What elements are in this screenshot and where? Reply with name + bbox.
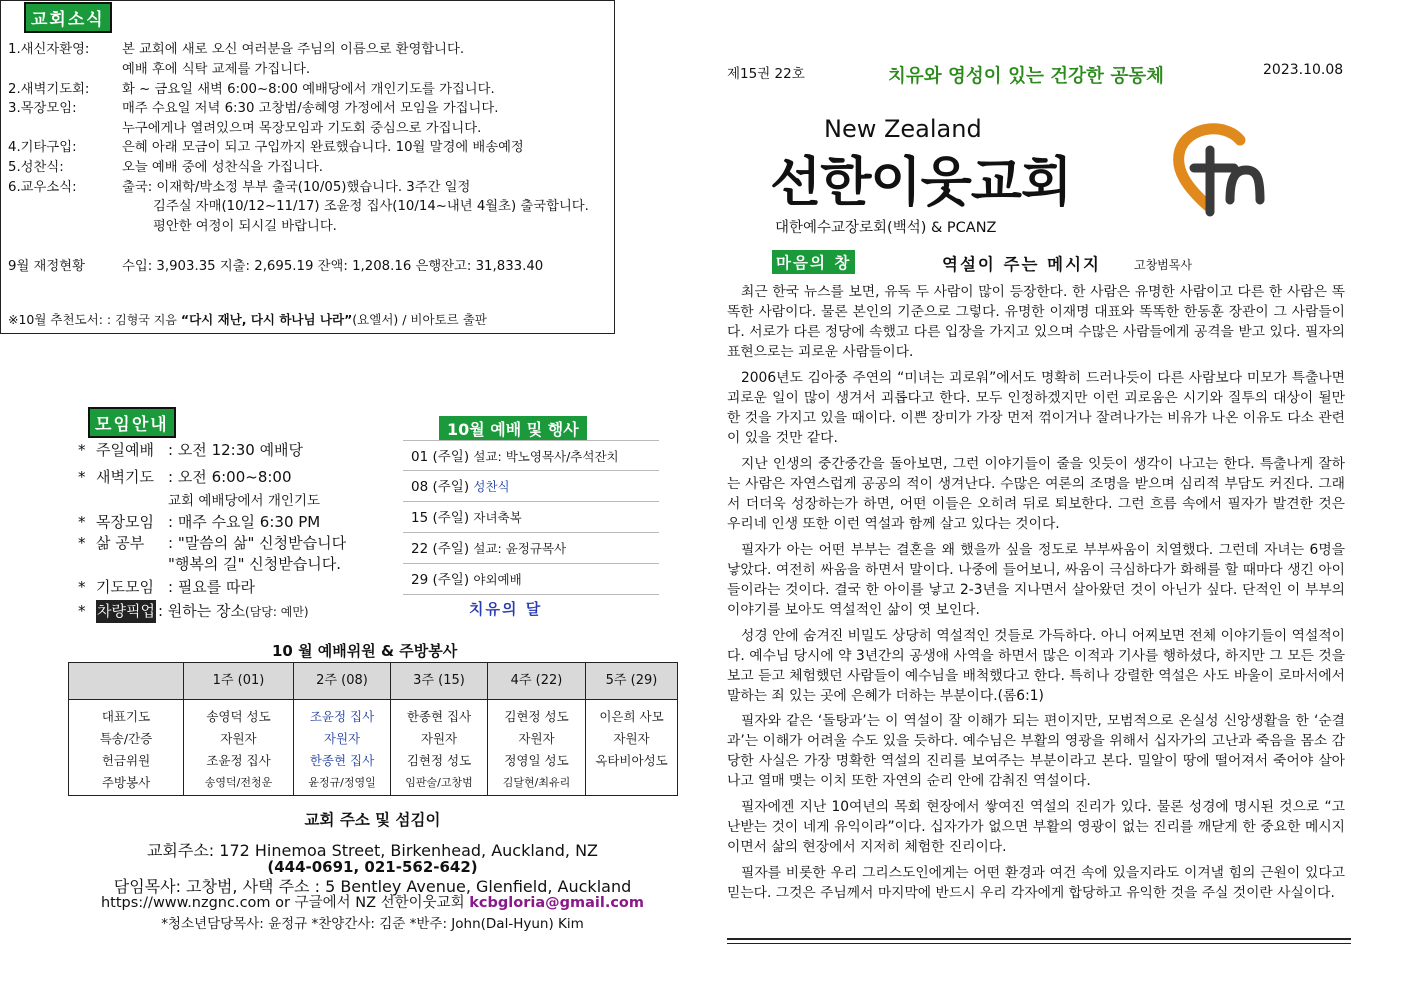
event-note: 설교: 박노영목사/추석잔치: [473, 449, 619, 464]
week-column: [183, 663, 293, 795]
news-item-text: 은혜 아래 모금이 되고 구입까지 완료했습니다. 10월 말경에 배송예정: [122, 140, 524, 155]
worship-cell: 송영덕/전청운: [204, 776, 273, 789]
book-author: 김형국 지음: [115, 313, 177, 327]
role-label: 특송/간증: [99, 731, 153, 746]
role-label: 주방봉사: [101, 775, 151, 790]
column-paragraph: 최근 한국 뉴스를 보면, 유독 두 사람이 많이 등장한다. 한 사람은 유명한 사람이고 다른 한 사람은 똑똑한 사람이다. 물론 본인의 기준으로 그렇다. 유명한 이재명 대표와 똑똑한 한동훈 장관이 그 사람들이다. 서로가 다른 정당에 속했고 다른 입장을 가지고 있으며 수많은 사람들에게 공격을 받고 있다. 필자의 표현으로는 괴로운 사람들이다.: [727, 284, 1345, 360]
news-item-label: 2.새벽기도회:: [8, 82, 90, 97]
bullet-star: *: [78, 513, 86, 531]
worship-cell: 김달현/최유리: [502, 776, 571, 789]
church-address: 교회주소: 172 Hinemoa Street, Birkenhead, Auckland, NZ: [146, 841, 599, 860]
heart-cross-logo-icon: [1170, 122, 1270, 222]
column-paragraph: 필자를 비롯한 우리 그리스도인에게는 어떤 환경과 여건 속에 있을지라도 이겨낼 힘의 근원이 있다고 믿는다. 그것은 주님께서 마지막에 반드시 우리 각자에게 합당하고 유익한 것을 주실 것이란 사실이다.: [727, 865, 1345, 901]
meeting-text: 교회 예배당에서 개인기도: [168, 493, 321, 509]
news-item-text: 오늘 예배 중에 성찬식을 가집니다.: [122, 160, 323, 175]
news-item-text: 매주 수요일 저녁 6:30 고창범/송혜영 가정에서 모임을 가집니다.: [122, 101, 499, 116]
news-item-text: 예배 후에 식탁 교제를 가집니다.: [122, 62, 311, 77]
october-event-row: [403, 564, 659, 595]
october-event-row: [403, 440, 659, 471]
worship-cell: 임판술/고창범: [405, 776, 473, 789]
meeting-item: [78, 466, 292, 490]
staff-info: *청소년담당목사: 윤정규 *찬양간사: 김준 *반주: John(Dal-Hyun) Kim: [161, 916, 584, 932]
column-paragraph: 필자와 같은 ‘돌탕과’는 이 역설이 잘 이해가 되는 편이지만, 모범적으로 온실성 신앙생활을 한 ‘순결과’는 이해가 어려울 수도 있을 듯하다. 예수님은 부활의 영광을 위해서 십자가의 고난과 죽음을 몸소 감당한 사실은 가장 명확한 역설의 진리를 보여주는 부분이라고 본다. 밀알이 땅에 떨어져서 죽어야 살아나고 열매 맺는 이치 또한 자연의 순리 안에 감춰진 역설이다.: [727, 713, 1345, 789]
october-title: 10월 예배 및 행사: [439, 416, 587, 441]
book-publisher: (요엘서) / 비아토르 출판: [352, 312, 487, 327]
meeting-label: 목장모임: [96, 513, 154, 531]
meeting-label: 차량픽업: [96, 600, 156, 623]
worship-table: [68, 662, 678, 796]
church-news-title: 교회소식: [26, 4, 110, 31]
news-item-label: 1.새신자환영:: [8, 42, 90, 57]
news-item-text: 본 교회에 새로 오신 여러분을 주님의 이름으로 환영합니다.: [122, 42, 465, 57]
worship-cell: 자원자: [613, 731, 650, 746]
meeting-text: : 매주 수요일 6:30 PM: [168, 513, 321, 531]
column-author: 고창범목사: [1134, 258, 1192, 272]
meeting-item: [78, 576, 255, 600]
bullet-star: *: [78, 468, 86, 486]
october-event-row: [403, 533, 659, 564]
worship-cell: 한종현 집사: [309, 753, 375, 768]
worship-cell: 자원자: [220, 731, 257, 746]
email-link[interactable]: kcbgloria@gmail.com: [469, 895, 645, 911]
country-label: New Zealand: [824, 115, 982, 143]
worship-cell: 자원자: [518, 731, 555, 746]
volume-number: 제15권 22호: [727, 66, 805, 82]
column-paragraph: 2006년도 김아중 주연의 “미녀는 괴로워”에서도 명확히 드러나듯이 다른 사람보다 미모가 특출나면 괴로운 일이 많이 생겨서 괴롭다고 한다. 모두 인정하겠지만 이런 괴로움은 시기와 질투의 대상이 될만한 것을 가지고 있을 때이다. 이쁜 장미가 가장 먼저 꺾이거나 잘려나가는 비유가 나온 이유도 다소 관련이 있을 것만 같다.: [727, 370, 1345, 446]
worship-cell: 자원자: [323, 731, 361, 746]
meeting-item: [78, 600, 309, 624]
october-events-table: [403, 440, 659, 595]
worship-cell: 송영덕 성도: [206, 709, 271, 724]
meeting-label: 새벽기도: [96, 468, 154, 486]
meeting-text: : 원하는 장소: [157, 602, 246, 620]
meeting-item: [78, 489, 320, 513]
book-title: “다시 재난, 다시 하나님 나라”: [180, 312, 353, 327]
worship-cell: 조윤정 집사: [206, 753, 271, 768]
finance-label: 9월 재정현황: [8, 259, 85, 274]
news-item-text: 화 ~ 금요일 새벽 6:00~8:00 예배당에서 개인기도를 가집니다.: [122, 82, 495, 97]
week-column: [390, 663, 487, 795]
meeting-text: : "말씀의 삶" 신청받습니다: [168, 534, 347, 552]
news-item-text: 출국: 이재학/박소정 부부 출국(10/05)했습니다. 3주간 일정: [122, 180, 471, 195]
news-item: [8, 60, 310, 80]
news-item: [8, 178, 470, 198]
worship-cell: 이은희 사모: [599, 709, 664, 724]
event-note: 성찬식: [473, 479, 510, 494]
address-title: 교회 주소 및 섬김이: [304, 811, 441, 829]
week-column: [293, 663, 390, 795]
event-note: 설교: 윤정규목사: [473, 541, 567, 556]
news-item-label: 6.교우소식:: [8, 180, 77, 195]
meeting-text: : 필요를 따라: [168, 578, 256, 596]
meetings-title: 모임안내: [90, 409, 174, 436]
church-phone: (444-0691, 021-562-642): [267, 858, 478, 876]
week-header: 3주 (15): [413, 673, 465, 688]
event-date: 29 (주일): [411, 572, 470, 588]
church-logo: [1170, 122, 1270, 222]
meeting-item: [78, 553, 341, 577]
meeting-text: "행복의 길" 신청받습니다.: [168, 555, 342, 573]
meeting-text: : 오전 12:30 예배당: [168, 441, 304, 459]
news-item: [8, 158, 323, 178]
meeting-item: [78, 439, 303, 463]
week-column: [487, 663, 585, 795]
news-item-label: 3.목장모임:: [8, 101, 77, 116]
bullet-star: *: [78, 534, 86, 552]
worship-cell: 김현정 성도: [504, 709, 569, 724]
bullet-star: *: [78, 602, 86, 620]
worship-cell: 옥타비아성도: [595, 753, 668, 768]
october-theme: 치유의 달: [469, 600, 543, 618]
meeting-label: 기도모임: [96, 578, 154, 596]
web-search-note: or 구글에서 NZ 선한이웃교회: [275, 895, 465, 911]
bottom-rule-top: [727, 938, 1351, 940]
event-date: 22 (주일): [411, 541, 470, 557]
news-item: [8, 138, 524, 158]
book-label: ※10월 추천도서: :: [8, 312, 112, 327]
role-label: 대표기도: [101, 709, 151, 724]
event-date: 08 (주일): [411, 479, 470, 495]
week-column: [585, 663, 677, 795]
website-link[interactable]: https://www.nzgnc.com: [100, 895, 271, 911]
finance-text: 수입: 3,903.35 지출: 2,695.19 잔액: 1,208.16 은행잔고: 31,833.40: [122, 259, 544, 274]
column-paragraph: 성경 안에 숨겨진 비밀도 상당히 역설적인 것들로 가득하다. 아니 어찌보면 전체 이야기들이 역설적이다. 예수님 당시에 약 3년간의 공생애 사역을 하면서 많은 이적과 기사를 행하셨다, 하지만 그 모든 것을 보고 듣고 체험했던 사람들이 예수님을 배척했다고 한다. 특히나 강렬한 역설은 사도 바울이 로마서에서 말하는 죄 있는 곳에 은혜가 더하는 부분이다.(롬6:1): [727, 628, 1345, 704]
pastor-info: 담임목사: 고창범, 사택 주소 : 5 Bentley Avenue, Glenfield, Auckland: [113, 877, 632, 896]
column-title: 역설이 주는 메시지: [942, 255, 1102, 274]
denomination: 대한예수교장로회(백석) & PCANZ: [775, 220, 997, 236]
week-header: 5주 (29): [605, 673, 658, 688]
bottom-rule-bottom: [727, 943, 1351, 944]
event-date: 01 (주일): [411, 449, 470, 465]
october-event-row: [403, 471, 659, 502]
worship-cell: 정영일 성도: [504, 753, 569, 768]
week-header: 1주 (01): [212, 673, 265, 688]
news-item-label: 4.기타구입:: [8, 140, 77, 155]
worship-cell: 한종현 집사: [406, 709, 472, 724]
issue-date: 2023.10.08: [1263, 62, 1344, 78]
worship-cell: 김현정 성도: [406, 753, 472, 768]
meeting-note: (담당: 예만): [245, 605, 309, 619]
travel-line-2: 김주실 자매(10/12~11/17) 조윤정 집사(10/14~내년 4월초) 출국합니다.: [153, 199, 589, 214]
slogan: 치유와 영성이 있는 건강한 공동체: [888, 66, 1164, 87]
worship-cell: 자원자: [420, 731, 458, 746]
column-paragraph: 필자가 아는 어떤 부부는 결혼을 왜 했을까 싶을 정도로 부부싸움이 치열했다. 그런데 자녀는 6명을 낳았다. 여전히 싸움을 하면서 말이다. 나중에 들어보니, 싸움이 극심하다가 화해를 할 때마다 생긴 아이들이라는 것이다. 결국 한 아이를 낳고 2-3년을 지나면서 살아왔던 것이 아닌가 싶다. 단적인 이 부부의 이야기를 보아도 역설적인 삶이 엿 보인다.: [727, 542, 1345, 618]
news-item: [8, 80, 495, 100]
news-item: [8, 99, 498, 119]
event-note: 야외예배: [473, 572, 522, 587]
worship-title: 10 월 예배위원 & 주방봉사: [272, 642, 458, 660]
web-contact: [0, 891, 745, 912]
news-item: [8, 119, 481, 139]
event-note: 자녀축복: [473, 510, 522, 525]
worship-cell: 윤정규/정영일: [308, 776, 376, 789]
week-header: 2주 (08): [316, 673, 368, 688]
meeting-label: 삶 공부: [96, 534, 145, 552]
church-news-box: [0, 0, 615, 334]
recommended-book: [8, 310, 487, 331]
column-paragraph: 필자에겐 지난 10여년의 목회 현장에서 쌓여진 역설의 진리가 있다. 물론 성경에 명시된 것으로 “고난받는 것이 네게 유익이라”이다. 십자가가 없으면 부활의 영광이 없는 진리를 깨닫게 한 중요한 메시지이면서 삶의 현장에서 지저히 체험한 진리이다.: [727, 799, 1345, 855]
news-item: [8, 40, 464, 60]
bullet-star: *: [78, 578, 86, 596]
news-item-label: 5.성찬식:: [8, 160, 64, 175]
role-label: 헌금위원: [101, 753, 151, 768]
meeting-label: 주일예배: [96, 441, 154, 459]
church-name: 선한이웃교회: [770, 152, 1072, 213]
news-item-text: 누구에게나 열려있으며 목장모임과 기도회 중심으로 가집니다.: [122, 121, 482, 136]
week-header: 4주 (22): [510, 673, 563, 688]
meeting-text: : 오전 6:00~8:00: [168, 468, 292, 486]
bullet-star: *: [78, 441, 86, 459]
roles-column: [69, 663, 183, 795]
worship-cell: 조윤정 집사: [309, 709, 375, 724]
column-paragraph: 지난 인생의 중간중간을 돌아보면, 그런 이야기들이 줄을 잇듯이 생각이 나고는 한다. 특출나게 잘하는 사람은 자연스럽게 공공의 적이 생겨난다. 수많은 여론의 조명을 받으며 심리적 부담도 커진다. 그래서 더더욱 성장하는가 하면, 어떤 이들은 오히려 뒤로 퇴보한다. 그런 흐름 속에서 필자가 발견한 것은 우리네 인생 또한 이런 역설과 함께 살고 있다는 것이다.: [727, 456, 1345, 532]
event-date: 15 (주일): [411, 510, 470, 526]
october-event-row: [403, 502, 659, 533]
finance-row: [8, 257, 543, 277]
column-label: 마음의 창: [772, 250, 855, 274]
travel-line-3: 평안한 여정이 되시길 바랍니다.: [153, 219, 337, 234]
